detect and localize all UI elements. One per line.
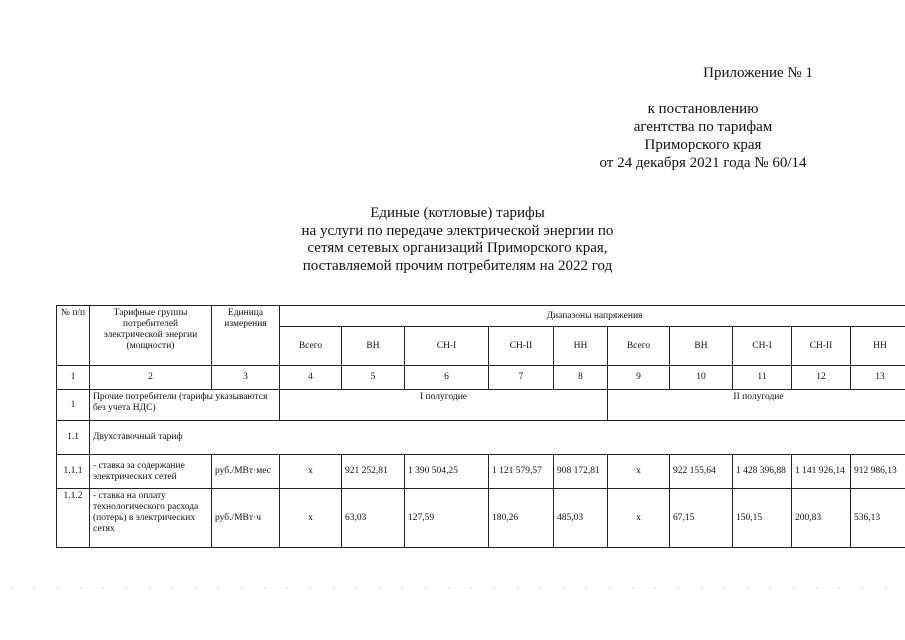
table-row <box>57 455 905 489</box>
value-cell: х <box>608 489 670 548</box>
subheader-cell: ВН <box>670 327 733 366</box>
subheader-cell: НН <box>554 327 608 366</box>
column-number: 12 <box>792 366 851 390</box>
value-cell: 912 986,13 <box>851 455 905 489</box>
row-label: Прочие потребители (тарифы указываются без учета НДС) <box>90 390 280 421</box>
value-cell: х <box>280 455 342 489</box>
column-number: 1 <box>57 366 90 390</box>
subheader-cell: Всего <box>280 327 342 366</box>
row-label: - ставка на оплату технологического расхода (потерь) в электрических сетях <box>90 489 212 548</box>
row-number: 1 <box>57 390 90 421</box>
value-cell: 180,26 <box>489 489 554 548</box>
header-ranges: Диапазоны напряжения <box>280 306 905 327</box>
column-numbers-row <box>57 366 905 390</box>
column-number: 6 <box>405 366 489 390</box>
value-cell: 67,15 <box>670 489 733 548</box>
subheader-cell: НН <box>851 327 905 366</box>
tariff-table <box>56 305 905 548</box>
header-row <box>57 306 905 327</box>
value-cell: 1 428 396,88 <box>733 455 792 489</box>
subheader-cell: СН-II <box>489 327 554 366</box>
document-title <box>270 205 645 275</box>
column-number: 10 <box>670 366 733 390</box>
annex-resolution <box>553 100 813 172</box>
value-cell: 485,03 <box>554 489 608 548</box>
title-line: сетям сетевых организаций Приморского края, <box>307 240 608 256</box>
value-cell: 1 390 504,25 <box>405 455 489 489</box>
subheader-cell: Всего <box>608 327 670 366</box>
half-year-1: I полугодие <box>280 390 608 421</box>
column-number: 7 <box>489 366 554 390</box>
title-line: поставляемой прочим потребителям на 2022 год <box>302 257 613 274</box>
resolution-line: агентства по тарифам <box>633 119 773 135</box>
row-number: 1.1.2 <box>57 489 90 548</box>
value-cell: 536,13 <box>851 489 905 548</box>
title-line: на услуги по передаче электрической энергии по <box>301 222 614 239</box>
column-number: 5 <box>342 366 405 390</box>
value-cell: х <box>280 489 342 548</box>
row-label: - ставка за содержание электрических сетей <box>90 455 212 489</box>
column-number: 2 <box>90 366 212 390</box>
value-cell: 200,83 <box>792 489 851 548</box>
value-cell: х <box>608 455 670 489</box>
resolution-line: от 24 декабря 2021 года № 60/14 <box>599 155 807 171</box>
subheader-cell: СН-II <box>792 327 851 366</box>
column-number: 8 <box>554 366 608 390</box>
header-num: № п/п <box>57 306 90 366</box>
row-number: 1.1 <box>57 421 90 455</box>
table-row <box>57 421 905 455</box>
value-cell: 1 121 579,57 <box>489 455 554 489</box>
resolution-line: Приморского края <box>644 137 762 153</box>
table-row <box>57 390 905 421</box>
header-unit: Единица измерения <box>212 306 280 366</box>
subheader-cell: СН-I <box>733 327 792 366</box>
value-cell: 1 141 926,14 <box>792 455 851 489</box>
column-number: 3 <box>212 366 280 390</box>
row-unit: руб./МВт·ч <box>212 489 280 548</box>
table-row <box>57 489 905 548</box>
subheader-cell: СН-I <box>405 327 489 366</box>
header-groups: Тарифные группы потребителей электрической энергии (мощности) <box>90 306 212 366</box>
column-number: 4 <box>280 366 342 390</box>
value-cell: 922 155,64 <box>670 455 733 489</box>
value-cell: 921 252,81 <box>342 455 405 489</box>
scan-noise-line <box>0 583 905 593</box>
column-number: 13 <box>851 366 905 390</box>
annex-title: Приложение № 1 <box>703 65 813 81</box>
row-label: Двухставочный тариф <box>90 421 905 455</box>
column-number: 9 <box>608 366 670 390</box>
row-unit: руб./МВт·мес <box>212 455 280 489</box>
value-cell: 908 172,81 <box>554 455 608 489</box>
annex-block <box>553 64 813 172</box>
row-number: 1.1.1 <box>57 455 90 489</box>
title-line: Единые (котловые) тарифы <box>370 205 545 221</box>
value-cell: 63,03 <box>342 489 405 548</box>
column-number: 11 <box>733 366 792 390</box>
subheader-cell: ВН <box>342 327 405 366</box>
value-cell: 127,59 <box>405 489 489 548</box>
resolution-line: к постановлению <box>647 101 759 117</box>
half-year-2: II полугодие <box>608 390 905 421</box>
value-cell: 150,15 <box>733 489 792 548</box>
